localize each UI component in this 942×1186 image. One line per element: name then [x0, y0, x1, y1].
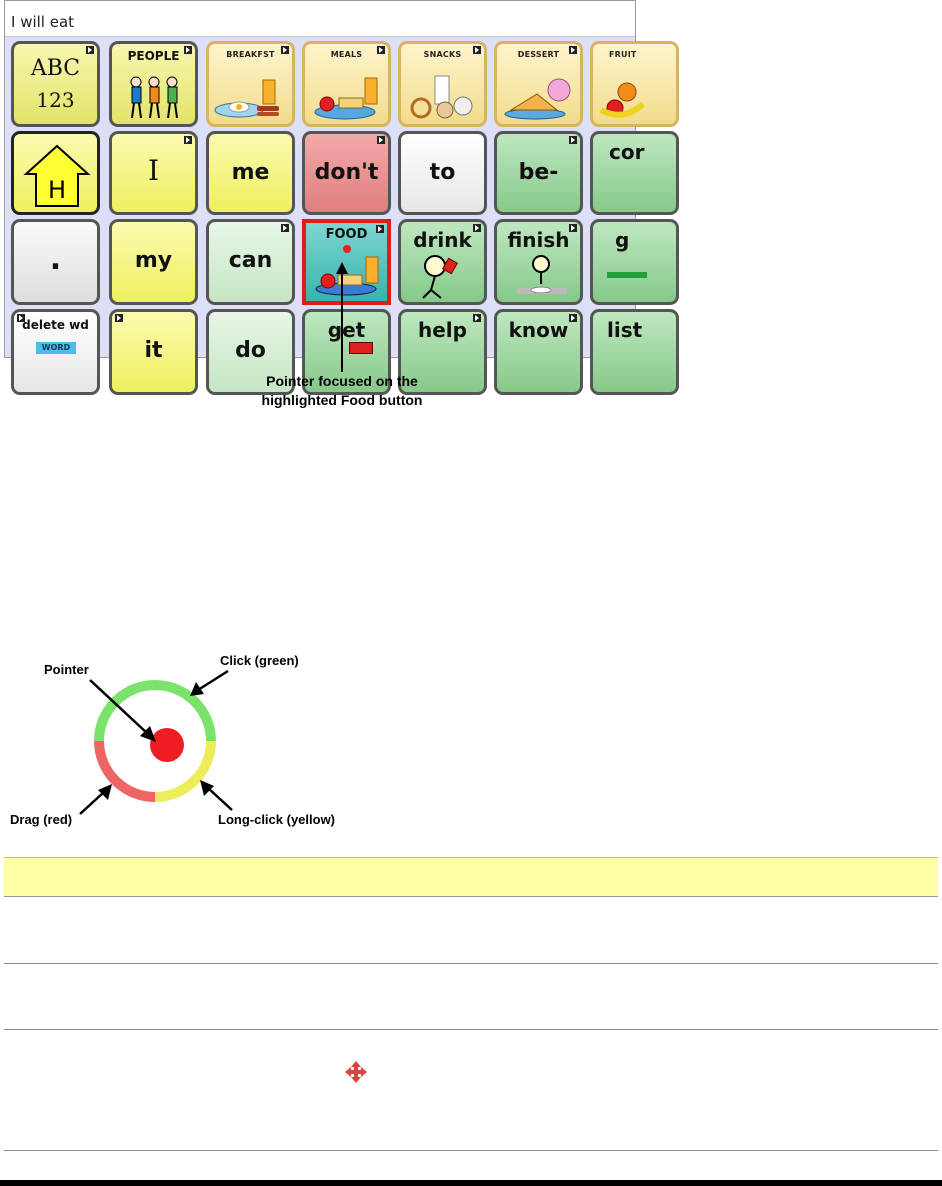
my-button[interactable]: my — [109, 219, 198, 305]
table-header — [4, 857, 938, 897]
page-bottom-rule — [0, 1180, 942, 1186]
dont-button[interactable]: don't — [302, 131, 391, 215]
me-button[interactable]: me — [206, 131, 295, 215]
drag-label-arrow — [76, 782, 116, 818]
snacks-icon — [401, 74, 484, 120]
pointer-label-arrow — [86, 676, 166, 750]
dessert-icon — [497, 74, 580, 120]
delete-word-button[interactable]: delete wd WORD — [11, 309, 100, 395]
breakfast-icon — [209, 74, 292, 120]
fruit-button[interactable]: FRUIT — [590, 41, 679, 127]
house-icon — [22, 140, 92, 210]
click-label: Click (green) — [220, 653, 299, 668]
breakfast-button[interactable]: BREAKFST — [206, 41, 295, 127]
food-pointer-caption: Pointer focused on the highlighted Food button — [261, 373, 423, 408]
be-button[interactable]: be- — [494, 131, 583, 215]
it-button[interactable]: it — [109, 309, 198, 395]
drink-button[interactable]: drink — [398, 219, 487, 305]
table-row-divider — [4, 1150, 938, 1151]
move-arrows-icon — [344, 1060, 368, 1084]
food-button[interactable]: FOOD — [302, 219, 391, 305]
pointer-label: Pointer — [44, 662, 89, 677]
finish-icon — [497, 252, 580, 298]
long-click-label-arrow — [196, 778, 236, 814]
table-row-divider — [4, 963, 938, 964]
long-click-label: Long-click (yellow) — [218, 812, 336, 827]
list-button[interactable]: list — [590, 309, 679, 395]
home-button[interactable] — [11, 131, 100, 215]
i-button[interactable]: I — [109, 131, 198, 215]
know-button[interactable]: know — [494, 309, 583, 395]
dessert-button[interactable]: DESSERT — [494, 41, 583, 127]
fruit-icon — [593, 74, 676, 120]
can-button[interactable]: can — [206, 219, 295, 305]
help-button[interactable]: help — [398, 309, 487, 395]
aac-app-screenshot — [4, 0, 645, 363]
pointer-arrow — [330, 262, 354, 374]
drag-label: Drag (red) — [10, 812, 73, 827]
people-button[interactable]: PEOPLE — [109, 41, 198, 127]
period-button[interactable]: . — [11, 219, 100, 305]
message-bar[interactable]: I will eat — [5, 1, 635, 37]
abc-123-button[interactable]: ABC 123 — [11, 41, 100, 127]
go-button[interactable]: g — [590, 219, 679, 305]
click-label-arrow — [186, 668, 234, 698]
pointer-dot — [343, 245, 351, 253]
snacks-button[interactable]: SNACKS — [398, 41, 487, 127]
meals-icon — [305, 74, 388, 120]
finish-button[interactable]: finish — [494, 219, 583, 305]
meals-button[interactable]: MEALS — [302, 41, 391, 127]
do-button[interactable]: do — [206, 309, 295, 395]
drink-icon — [401, 252, 484, 298]
table-row-divider — [4, 1029, 938, 1030]
get-button[interactable]: get — [302, 309, 391, 395]
people-icon — [112, 74, 195, 120]
word-badge: WORD — [36, 342, 76, 354]
svg-text:H: H — [47, 176, 67, 204]
to-button[interactable]: to — [398, 131, 487, 215]
come-button[interactable]: cor — [590, 131, 679, 215]
